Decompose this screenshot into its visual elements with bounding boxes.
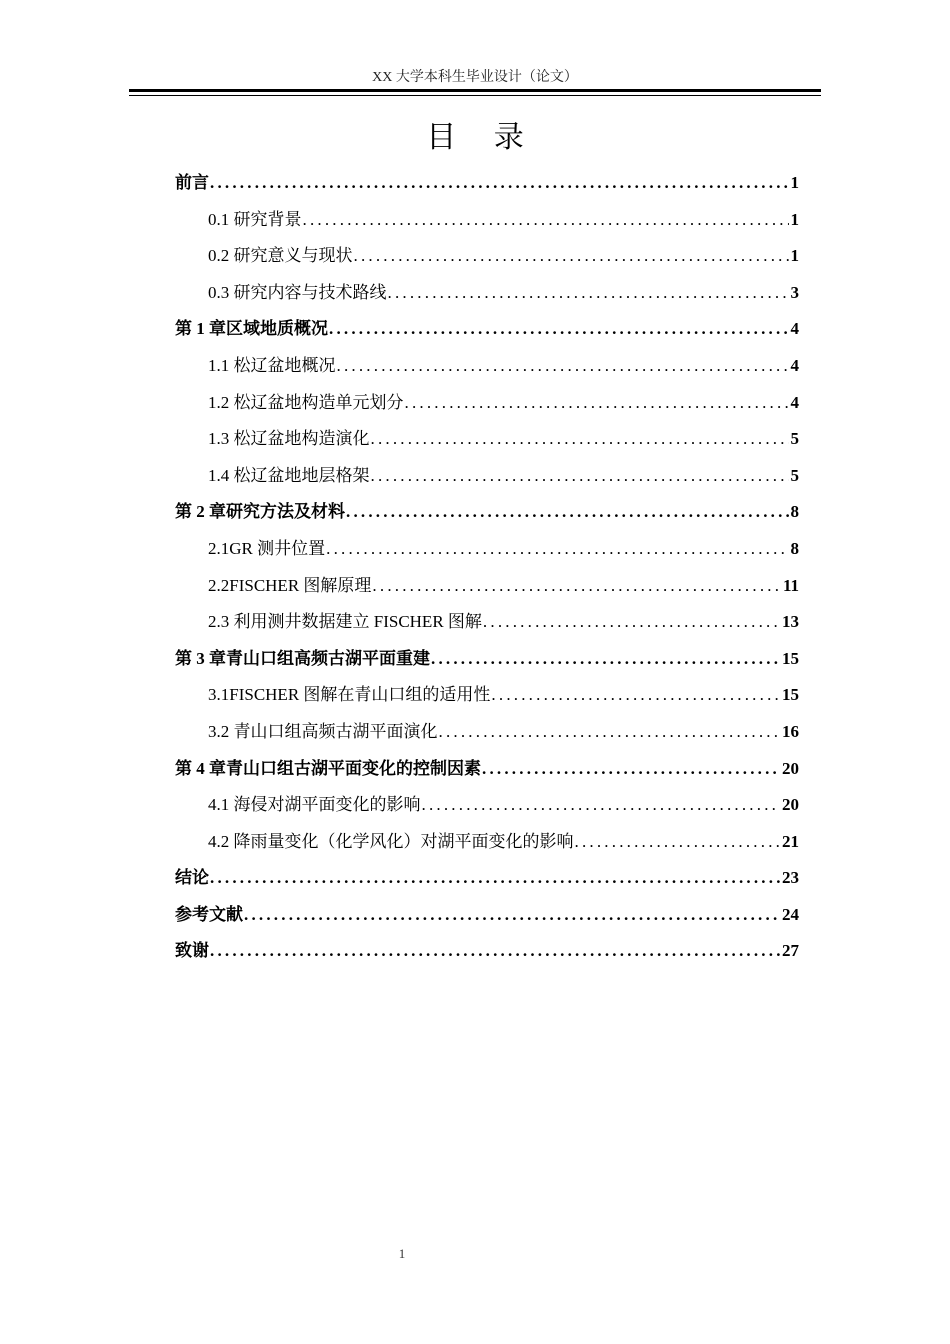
- toc-section-entry[interactable]: [175, 238, 799, 275]
- toc-entry-title: 1.2 松辽盆地构造单元划分: [208, 392, 404, 412]
- page-number: 1: [398, 1246, 406, 1261]
- toc-entry-page: 5: [790, 429, 799, 449]
- toc-chapter-entry[interactable]: [175, 165, 799, 202]
- toc-entry-title: 1.3 松辽盆地构造演化: [208, 429, 370, 449]
- toc-section-entry[interactable]: [175, 604, 799, 641]
- toc-dot-leader: [244, 897, 780, 934]
- toc-chapter-entry[interactable]: [175, 897, 799, 934]
- toc-entry-page: 4: [790, 355, 799, 375]
- toc-entry-page: 15: [782, 685, 799, 705]
- toc-chapter-entry[interactable]: [175, 933, 799, 970]
- toc-entry-page: 5: [790, 465, 799, 485]
- toc-entry-title: 第 2 章研究方法及材料: [175, 502, 345, 522]
- toc-entry-page: 4: [790, 392, 799, 412]
- toc-entry-page: 8: [790, 538, 799, 558]
- toc-entry-title: 1.1 松辽盆地概况: [208, 355, 336, 375]
- toc-entry-page: 15: [782, 648, 799, 668]
- toc-section-entry[interactable]: [175, 385, 799, 422]
- toc-dot-leader: [405, 385, 789, 422]
- toc-section-entry[interactable]: [175, 677, 799, 714]
- toc-entry-title: 结论: [175, 868, 209, 888]
- toc-dot-leader: [575, 824, 781, 861]
- toc-entry-page: 1: [790, 209, 799, 229]
- toc-dot-leader: [483, 604, 780, 641]
- header-rule-thick: [129, 89, 821, 92]
- toc-section-entry[interactable]: [175, 531, 799, 568]
- toc-dot-leader: [346, 494, 789, 531]
- table-of-contents: [175, 165, 799, 970]
- toc-dot-leader: [371, 458, 789, 495]
- toc-section-entry[interactable]: [175, 348, 799, 385]
- toc-entry-page: 23: [782, 868, 799, 888]
- header-rule-thin: [129, 95, 821, 96]
- toc-dot-leader: [491, 677, 780, 714]
- toc-dot-leader: [337, 348, 789, 385]
- toc-entry-page: 21: [782, 831, 799, 851]
- toc-entry-title: 3.1FISCHER 图解在青山口组的适用性: [208, 685, 491, 705]
- toc-entry-title: 3.2 青山口组高频古湖平面演化: [208, 721, 438, 741]
- toc-dot-leader: [354, 238, 789, 275]
- toc-entry-title: 第 4 章青山口组古湖平面变化的控制因素: [175, 758, 481, 778]
- toc-dot-leader: [210, 933, 780, 970]
- toc-entry-title: 参考文献: [175, 904, 243, 924]
- toc-entry-page: 20: [782, 795, 799, 815]
- toc-dot-leader: [303, 202, 789, 239]
- toc-chapter-entry[interactable]: [175, 311, 799, 348]
- toc-section-entry[interactable]: [175, 275, 799, 312]
- toc-entry-page: 11: [782, 575, 799, 595]
- toc-section-entry[interactable]: [175, 421, 799, 458]
- toc-entry-title: 2.1GR 测井位置: [208, 538, 326, 558]
- toc-dot-leader: [371, 421, 789, 458]
- toc-entry-title: 0.3 研究内容与技术路线: [208, 282, 387, 302]
- toc-dot-leader: [210, 165, 789, 202]
- toc-entry-title: 前言: [175, 173, 209, 192]
- toc-entry-title: 4.2 降雨量变化（化学风化）对湖平面变化的影响: [208, 831, 574, 851]
- toc-section-entry[interactable]: [175, 202, 799, 239]
- toc-dot-leader: [431, 641, 780, 678]
- toc-entry-title: 第 3 章青山口组高频古湖平面重建: [175, 648, 430, 668]
- toc-dot-leader: [482, 751, 780, 788]
- toc-entry-title: 致谢: [175, 941, 209, 961]
- toc-dot-leader: [439, 714, 781, 751]
- toc-chapter-entry[interactable]: [175, 860, 799, 897]
- toc-entry-title: 2.3 利用测井数据建立 FISCHER 图解: [208, 612, 482, 632]
- toc-entry-title: 第 1 章区域地质概况: [175, 319, 328, 339]
- toc-entry-page: 8: [790, 502, 799, 522]
- toc-entry-title: 0.2 研究意义与现状: [208, 246, 353, 266]
- page-header: XX 大学本科生毕业设计（论文）: [372, 70, 578, 85]
- toc-section-entry[interactable]: [175, 714, 799, 751]
- toc-chapter-entry[interactable]: [175, 641, 799, 678]
- toc-dot-leader: [372, 568, 781, 605]
- toc-chapter-entry[interactable]: [175, 494, 799, 531]
- toc-title: 目 录: [426, 120, 538, 155]
- toc-entry-title: 2.2FISCHER 图解原理: [208, 575, 372, 595]
- toc-dot-leader: [329, 311, 789, 348]
- toc-dot-leader: [388, 275, 789, 312]
- toc-entry-page: 1: [790, 173, 799, 192]
- toc-entry-title: 0.1 研究背景: [208, 209, 302, 229]
- toc-chapter-entry[interactable]: [175, 751, 799, 788]
- toc-section-entry[interactable]: [175, 568, 799, 605]
- toc-entry-page: 24: [782, 904, 799, 924]
- toc-section-entry[interactable]: [175, 458, 799, 495]
- toc-dot-leader: [326, 531, 788, 568]
- toc-section-entry[interactable]: [175, 824, 799, 861]
- toc-entry-page: 3: [790, 282, 799, 302]
- toc-entry-page: 16: [782, 721, 799, 741]
- toc-entry-page: 1: [790, 246, 799, 266]
- toc-entry-page: 13: [782, 612, 799, 632]
- toc-dot-leader: [422, 787, 781, 824]
- toc-entry-page: 4: [790, 319, 799, 339]
- toc-dot-leader: [210, 860, 780, 897]
- toc-entry-page: 20: [782, 758, 799, 778]
- toc-entry-title: 1.4 松辽盆地地层格架: [208, 465, 370, 485]
- toc-section-entry[interactable]: [175, 787, 799, 824]
- toc-entry-page: 27: [782, 941, 799, 961]
- toc-entry-title: 4.1 海侵对湖平面变化的影响: [208, 795, 421, 815]
